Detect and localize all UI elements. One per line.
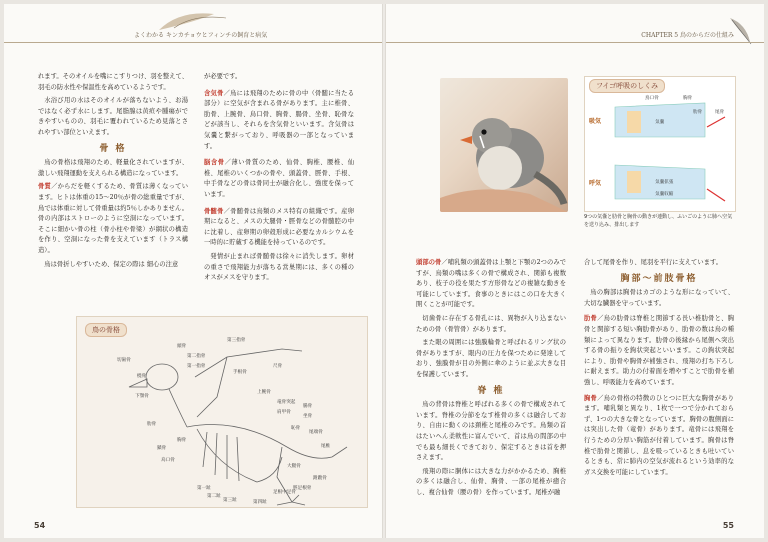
skeleton-label: 跗蹠骨 [313, 476, 327, 481]
left-header-rule [4, 42, 382, 43]
paragraph: 水浴び用の水はそのオイルが落ちないよう、お湯ではなく必ず水にします。尾脂腺は黄疸や腫瘍ができやすいものの、羽毛に覆われているため見落とされやすい部位といえます。 [38, 97, 188, 136]
skeleton-label: 尺骨 [273, 364, 283, 369]
paragraph: ／鳥には飛翔のために骨の中（骨髄に当たる部分）に空気が含まれる骨があります。主に椎骨、肋骨、上腕骨、烏口骨、胸骨、腸骨、坐骨、恥骨などが該当し、それらを含気骨といいます。含気骨は気嚢と繋がっており、呼吸器の一部となっています。 [204, 89, 355, 150]
skeleton-label: 尾椎 [321, 444, 331, 449]
paragraph: また眼の周囲には強膜輪骨と呼ばれるリング状の骨がありますが、眼内の圧力を保つために発達しており、強膜骨が目の外側に傘のように並ぶ大きな目を保護しています。 [416, 339, 566, 378]
left-running-head: よくわかる キンカチョウとフィンチの飼育と病気 [134, 32, 268, 39]
right-header-rule [386, 42, 764, 43]
paragraph: ／薄い骨質のため、仙骨、胸椎、腰椎、仙椎、尾椎のいくつかの骨や、頭蓋骨、脛骨、手根、中手骨などの骨は骨同士が融合化し、強度を保っています。 [204, 159, 355, 198]
right-col-2 [584, 258, 734, 481]
paragraph: ／鳥の肋骨は脊椎と関節する長い椎肋骨と、胸骨と関節する短い胸肋骨があり、肋骨の数は鳥の種類によって異なります。肋骨の後縁から尾側へ突出する骨の振りを鉤状突起といいます。この鉤状突起により、肋骨や胸骨が補強され、飛翔の打ち下ろしに耐えます。助力の付着面を増やすことで肋骨を補強し、呼吸能力を高めています。 [584, 315, 735, 386]
skeleton-label: 第三趾 [223, 498, 237, 503]
right-page [386, 4, 764, 538]
paragraph: 発情が止まれば骨髄骨は徐々に消失します。卵材の重さで飛翔能力が落ちる営巣期には、多くの種のオスがメスを守ります。 [204, 252, 354, 282]
left-page-number: 54 [34, 521, 46, 530]
skeleton-label: 第四趾 [253, 500, 267, 505]
paragraph: ／鳥の骨格の特徴のひとつに巨大な胸骨があります。哺乳類と異なり、1枚で一つで分かれておらず、1つの大きな骨となっています。胸骨の腹側面には突出した骨（竜骨）があります。竜骨には飛翔を行うための分厚い胸筋が付着しています。胸骨は脊椎で肋骨と関節し、息を吸っているときも吐いているときも、常に肺内の空気が流れるという効率的なガス交換を可能にしています。 [584, 394, 735, 476]
section-heading-bone: 骨 格 [99, 143, 127, 154]
skeleton-label: 第三指骨 [227, 338, 246, 343]
right-running-head: CHAPTER 5 鳥のからだの仕組み [641, 32, 734, 39]
skeleton-label: 上腕骨 [257, 390, 271, 395]
skeleton-label: 竜骨突起 [277, 400, 296, 405]
skeleton-label: 橈骨 [137, 374, 147, 379]
breathing-label: 胸骨 [683, 96, 693, 101]
skeleton-label: 第一趾 [197, 486, 211, 491]
paragraph: ／骨髄骨は鳥類のメス特有の組織です。産卵期になると、メスの大腿骨・脛骨などの骨髄腔の中に沈着し、産卵期の卵殻形成に必要なカルシウムを一時的に貯蔵する機能を持っているのです。 [204, 207, 355, 247]
breathing-label: 鳥口骨 [645, 96, 659, 101]
skeleton-label: 尾端骨 [309, 430, 323, 435]
skeleton-illustration-icon [77, 317, 367, 507]
paragraph: れます。そのオイルを嘴にこすりつけ、羽を整えて、羽毛の防水性や保温性を高めているようです。 [38, 73, 188, 91]
term-head-bones: 頭部の骨 [416, 259, 442, 266]
skeleton-label: 胸骨 [177, 438, 187, 443]
left-col-2 [204, 72, 354, 287]
term-fused-bone: 脳含骨 [204, 159, 225, 167]
term-bone-quality: 骨質 [38, 183, 52, 191]
skeleton-label: 切歯骨 [117, 358, 131, 363]
breathing-title: フイゴ呼吸のしくみ [589, 79, 665, 93]
paragraph: 飛翔の際に胴体には大きな力がかかるため、胸椎の多くは融合し、仙骨、胸骨、一部の尾椎が癒合し、複合仙骨（腰の骨）を作っています。尾椎が融 [416, 467, 566, 496]
breathing-caption: 9つの気嚢と肋骨と胸骨の動きが連動し、ふいごのように肺へ空気を送り込み、排出します [584, 214, 733, 228]
skeleton-label: 腸骨 [303, 404, 313, 409]
left-page [4, 4, 382, 538]
zebra-finch-photo-icon [440, 78, 568, 212]
paragraph: 鳥は骨折しやすいため、保定の際は 細心の注意 [44, 260, 179, 268]
exhale-label: 呼気 [589, 180, 602, 187]
term-ribs: 肋骨 [584, 315, 598, 323]
skeleton-label: 下顎骨 [135, 394, 149, 399]
finch-photo [440, 78, 568, 212]
skeleton-label: 恥骨 [291, 426, 301, 431]
bellows-breathing-icon [585, 77, 735, 211]
paragraph: ／からだを軽くするため、骨質は薄くなっています。ヒトは体重の15～20％が骨の総重量ですが、鳥では体重に対して骨重量は約5％しかありません。骨の内部はストローのように空洞になっています。そこに細かい骨の柱（骨小柱や骨梁）が網状の構造を作り、空洞になった骨を支えています（トラス構造）。 [38, 183, 189, 254]
skeleton-label: 大腿骨 [287, 464, 301, 469]
term-sternum: 胸骨 [584, 394, 598, 402]
skeleton-title: 鳥の骨格 [85, 323, 127, 337]
skeleton-label: 脛足根骨 [293, 486, 312, 491]
skeleton-label: 第二趾 [207, 494, 221, 499]
right-col-1 [416, 258, 566, 501]
breathing-label: 気嚢拡張 [655, 180, 674, 185]
right-page-number: 55 [722, 521, 734, 530]
skeleton-label: 足根中足骨 [273, 490, 296, 495]
term-medullary-bone: 骨髄骨 [204, 207, 224, 215]
skeleton-label: 第二指骨 [187, 354, 206, 359]
paragraph: 鳥の背骨は脊椎と呼ばれる多くの骨で構成されています。脊椎の分節をなす椎骨の多くは融合しており、自由に動くのは頚椎と尾椎のみです。鳥類の首はたいへん柔軟性に富んでいて、首は鳥の間部の中でも最も細長くできており、保定するときは首を押さえます。 [416, 401, 566, 462]
section-heading-chest: 胸部～前肢骨格 [620, 273, 698, 284]
breathing-label: 肋骨 [693, 110, 703, 115]
skeleton-label: 坐骨 [303, 414, 313, 419]
paragraph: が必要です。 [204, 73, 242, 80]
section-heading-spine: 脊 椎 [477, 385, 505, 396]
skeleton-label: 肩甲骨 [277, 410, 291, 415]
skeleton-label: 肋骨 [147, 422, 157, 427]
skeleton-label: 烏口骨 [161, 458, 175, 463]
breathing-diagram [584, 76, 736, 212]
breathing-label: 気嚢 [655, 120, 665, 125]
term-pneumatic-bone: 含気骨 [204, 89, 224, 97]
breathing-label: 尾骨 [715, 110, 725, 115]
breathing-label: 気嚢収縮 [655, 192, 674, 197]
paragraph: 鳥の骨格は飛翔のため、軽量化されていますが、激しい飛翔運動を支えられる構造になっています。 [38, 159, 188, 177]
skeleton-label: 頭骨 [177, 344, 187, 349]
skeleton-label: 鎖骨 [157, 446, 167, 451]
left-col-1 [38, 72, 188, 273]
paragraph: 鳥の胸部は胸骨はカゴのような形になっていて、大切な臓器を守っています。 [584, 289, 734, 307]
skeleton-label: 手根骨 [233, 370, 247, 375]
paragraph: ／哺乳類の頭蓋骨は上顎と下顎の2つのみですが、鳥類の嘴は多くの骨で構成され、関節も複数あり、枝子の役を果たす方形骨などの複雑な動きを可能にしています。食事のときにはこの口を大きく開くことが可能です。 [416, 259, 566, 309]
skeleton-diagram [76, 316, 368, 508]
paragraph: 切歯骨に存在する骨孔には、異物が入り込まないための骨（骨管骨）があります。 [416, 314, 566, 333]
inhale-label: 吸気 [589, 118, 602, 125]
paragraph: 合して尾骨を作り、尾羽を平行に支えています。 [584, 259, 723, 266]
skeleton-label: 第一指骨 [187, 364, 206, 369]
